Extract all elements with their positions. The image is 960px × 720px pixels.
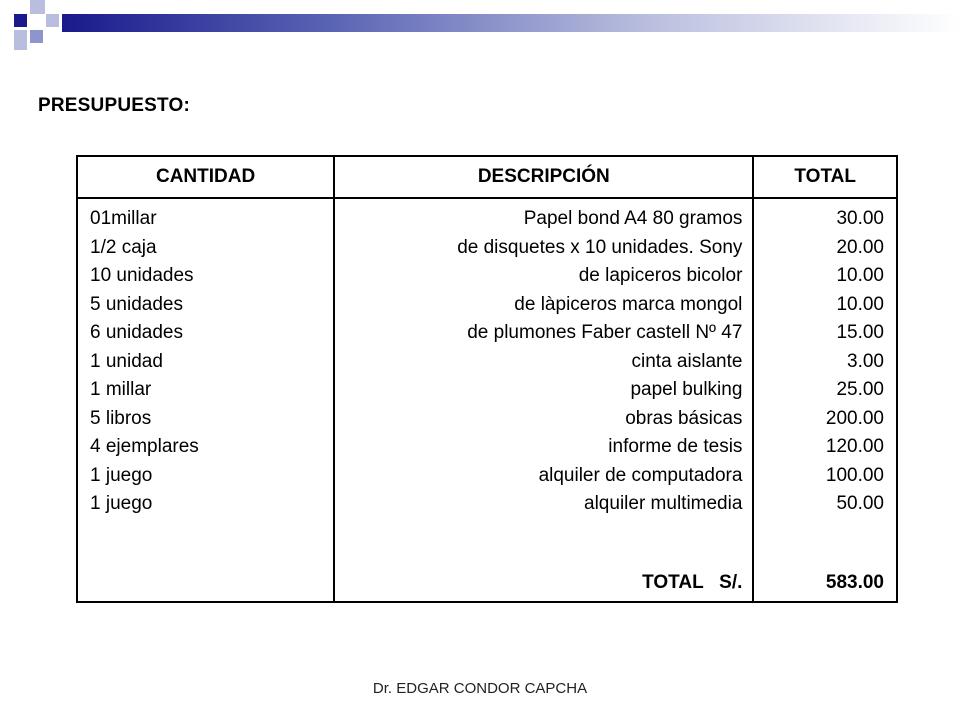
cantidad-cell: 6 unidades bbox=[90, 322, 183, 343]
total-cell: 120.00 bbox=[825, 436, 884, 457]
decorative-square bbox=[14, 14, 27, 27]
total-cell: 200.00 bbox=[825, 407, 884, 429]
descripcion-list bbox=[335, 199, 752, 519]
decorative-square bbox=[30, 30, 43, 43]
cantidad-cell: 1 unidad bbox=[90, 350, 163, 372]
cantidad-cell: 5 unidades bbox=[90, 293, 183, 315]
table-body-row bbox=[77, 198, 897, 602]
header-descripcion: DESCRIPCIÓN bbox=[334, 156, 753, 198]
total-cell: 15.00 bbox=[836, 322, 884, 343]
descripcion-cell: de plumones Faber castell Nº 47 bbox=[467, 322, 743, 343]
descripcion-cell: cinta aislante bbox=[631, 350, 743, 372]
table-header-row bbox=[77, 156, 897, 198]
header-banner bbox=[62, 14, 960, 32]
cantidad-cell: 1/2 caja bbox=[90, 236, 157, 258]
decorative-square bbox=[30, 0, 45, 14]
descripcion-column bbox=[334, 198, 753, 602]
grand-total: 583.00 bbox=[825, 572, 884, 593]
cantidad-cell: 1 millar bbox=[90, 379, 152, 400]
total-cell: 10.00 bbox=[836, 265, 884, 286]
descripcion-cell: obras básicas bbox=[625, 407, 743, 429]
descripcion-cell: de làpiceros marca mongol bbox=[514, 293, 743, 315]
header-total: TOTAL bbox=[753, 156, 897, 198]
descripcion-cell: de lapiceros bicolor bbox=[578, 265, 743, 286]
total-cell: 50.00 bbox=[836, 493, 884, 514]
total-label: TOTAL S/. bbox=[642, 572, 743, 593]
cantidad-cell: 01millar bbox=[90, 208, 157, 229]
descripcion-cell: alquiler de computadora bbox=[538, 464, 743, 486]
cantidad-cell: 10 unidades bbox=[90, 265, 194, 286]
cantidad-column bbox=[77, 198, 334, 602]
cantidad-cell: 4 ejemplares bbox=[90, 436, 199, 457]
cantidad-cell: 5 libros bbox=[90, 407, 152, 429]
total-cell: 3.00 bbox=[847, 350, 884, 372]
total-cell: 25.00 bbox=[836, 379, 884, 400]
total-list bbox=[754, 199, 896, 519]
descripcion-cell: alquiler multimedia bbox=[584, 493, 743, 514]
total-cell: 10.00 bbox=[836, 293, 884, 315]
decorative-square bbox=[46, 14, 59, 27]
footer-author: Dr. EDGAR CONDOR CAPCHA bbox=[372, 680, 588, 697]
descripcion-cell: papel bulking bbox=[630, 379, 743, 400]
cantidad-cell: 1 juego bbox=[90, 493, 153, 514]
descripcion-cell: de disquetes x 10 unidades. Sony bbox=[457, 236, 743, 258]
budget-table bbox=[76, 155, 898, 603]
total-cell: 100.00 bbox=[825, 464, 884, 486]
cantidad-list bbox=[78, 199, 333, 519]
descripcion-cell: informe de tesis bbox=[608, 436, 743, 457]
header-cantidad: CANTIDAD bbox=[77, 156, 334, 198]
cantidad-cell: 1 juego bbox=[90, 464, 153, 486]
decorative-square bbox=[14, 30, 27, 50]
page-title: PRESUPUESTO: bbox=[38, 95, 190, 116]
total-cell: 20.00 bbox=[836, 236, 884, 258]
descripcion-cell: Papel bond A4 80 gramos bbox=[523, 208, 743, 229]
total-cell: 30.00 bbox=[836, 208, 884, 229]
total-column bbox=[753, 198, 897, 602]
